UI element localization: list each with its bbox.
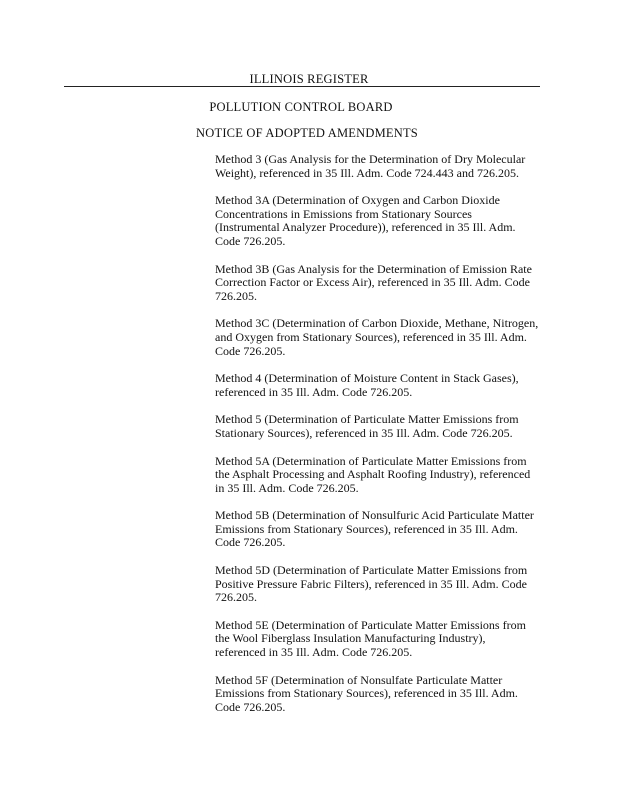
method-item (215, 564, 545, 605)
method-line: and Oxygen from Stationary Sources), referenced in 35 Ill. Adm. (215, 329, 527, 344)
method-item (215, 263, 545, 304)
method-line: Method 5B (Determination of Nonsulfuric Acid Particulate Matter (215, 508, 534, 523)
method-line: Emissions from Stationary Sources), referenced in 35 Ill. Adm. (215, 521, 518, 536)
method-line: Stationary Sources), referenced in 35 Ill. Adm. Code 726.205. (215, 425, 513, 440)
method-line: Method 5F (Determination of Nonsulfate Particulate Matter (215, 672, 503, 687)
method-line: Method 3A (Determination of Oxygen and Carbon Dioxide (215, 193, 500, 208)
method-line: Method 3 (Gas Analysis for the Determination of Dry Molecular (215, 152, 526, 166)
method-line: Method 5 (Determination of Particulate Matter Emissions from (215, 412, 519, 427)
method-item (215, 674, 545, 715)
method-line: referenced in 35 Ill. Adm. Code 726.205. (215, 384, 413, 399)
methods-list (215, 153, 545, 728)
method-item (215, 509, 545, 550)
board-title: POLLUTION CONTROL BOARD (209, 100, 393, 114)
method-line: in 35 Ill. Adm. Code 726.205. (215, 480, 359, 495)
method-line: 726.205. (215, 288, 257, 303)
method-item (215, 413, 545, 440)
method-line: 726.205. (215, 590, 257, 605)
method-line: Method 4 (Determination of Moisture Content in Stack Gases), (215, 371, 519, 386)
method-line: Correction Factor or Excess Air), referenced in 35 Ill. Adm. Code (215, 275, 530, 290)
method-item (215, 455, 545, 496)
method-line: Code 726.205. (215, 535, 286, 550)
method-line: Method 5D (Determination of Particulate Matter Emissions from (215, 563, 528, 578)
method-item (215, 619, 545, 660)
method-item (215, 194, 545, 248)
notice-title: NOTICE OF ADOPTED AMENDMENTS (196, 126, 418, 140)
method-line: Concentrations in Emissions from Stationary Sources (215, 206, 472, 221)
register-title-text: ILLINOIS REGISTER (249, 72, 369, 86)
register-title (0, 72, 618, 87)
method-item (215, 317, 545, 358)
method-line: Code 726.205. (215, 343, 286, 358)
method-line: the Wool Fiberglass Insulation Manufacturing Industry), (215, 631, 486, 646)
method-line: Method 3B (Gas Analysis for the Determination of Emission Rate (215, 261, 532, 276)
method-line: (Instrumental Analyzer Procedure)), referenced in 35 Ill. Adm. (215, 220, 516, 235)
method-line: Code 726.205. (215, 699, 286, 714)
method-line: Method 3C (Determination of Carbon Dioxide, Methane, Nitrogen, (215, 316, 539, 331)
method-line: Code 726.205. (215, 233, 286, 248)
method-item (215, 153, 545, 180)
method-line: Weight), referenced in 35 Ill. Adm. Code 724.443 and 726.205. (215, 165, 519, 180)
method-line: referenced in 35 Ill. Adm. Code 726.205. (215, 645, 413, 660)
method-line: the Asphalt Processing and Asphalt Roofing Industry), referenced (215, 467, 531, 482)
method-line: Method 5E (Determination of Particulate Matter Emissions from (215, 617, 526, 632)
method-item (215, 372, 545, 399)
method-line: Positive Pressure Fabric Filters), referenced in 35 Ill. Adm. Code (215, 576, 527, 591)
method-line: Emissions from Stationary Sources), referenced in 35 Ill. Adm. (215, 686, 518, 701)
method-line: Method 5A (Determination of Particulate Matter Emissions from (215, 453, 527, 468)
